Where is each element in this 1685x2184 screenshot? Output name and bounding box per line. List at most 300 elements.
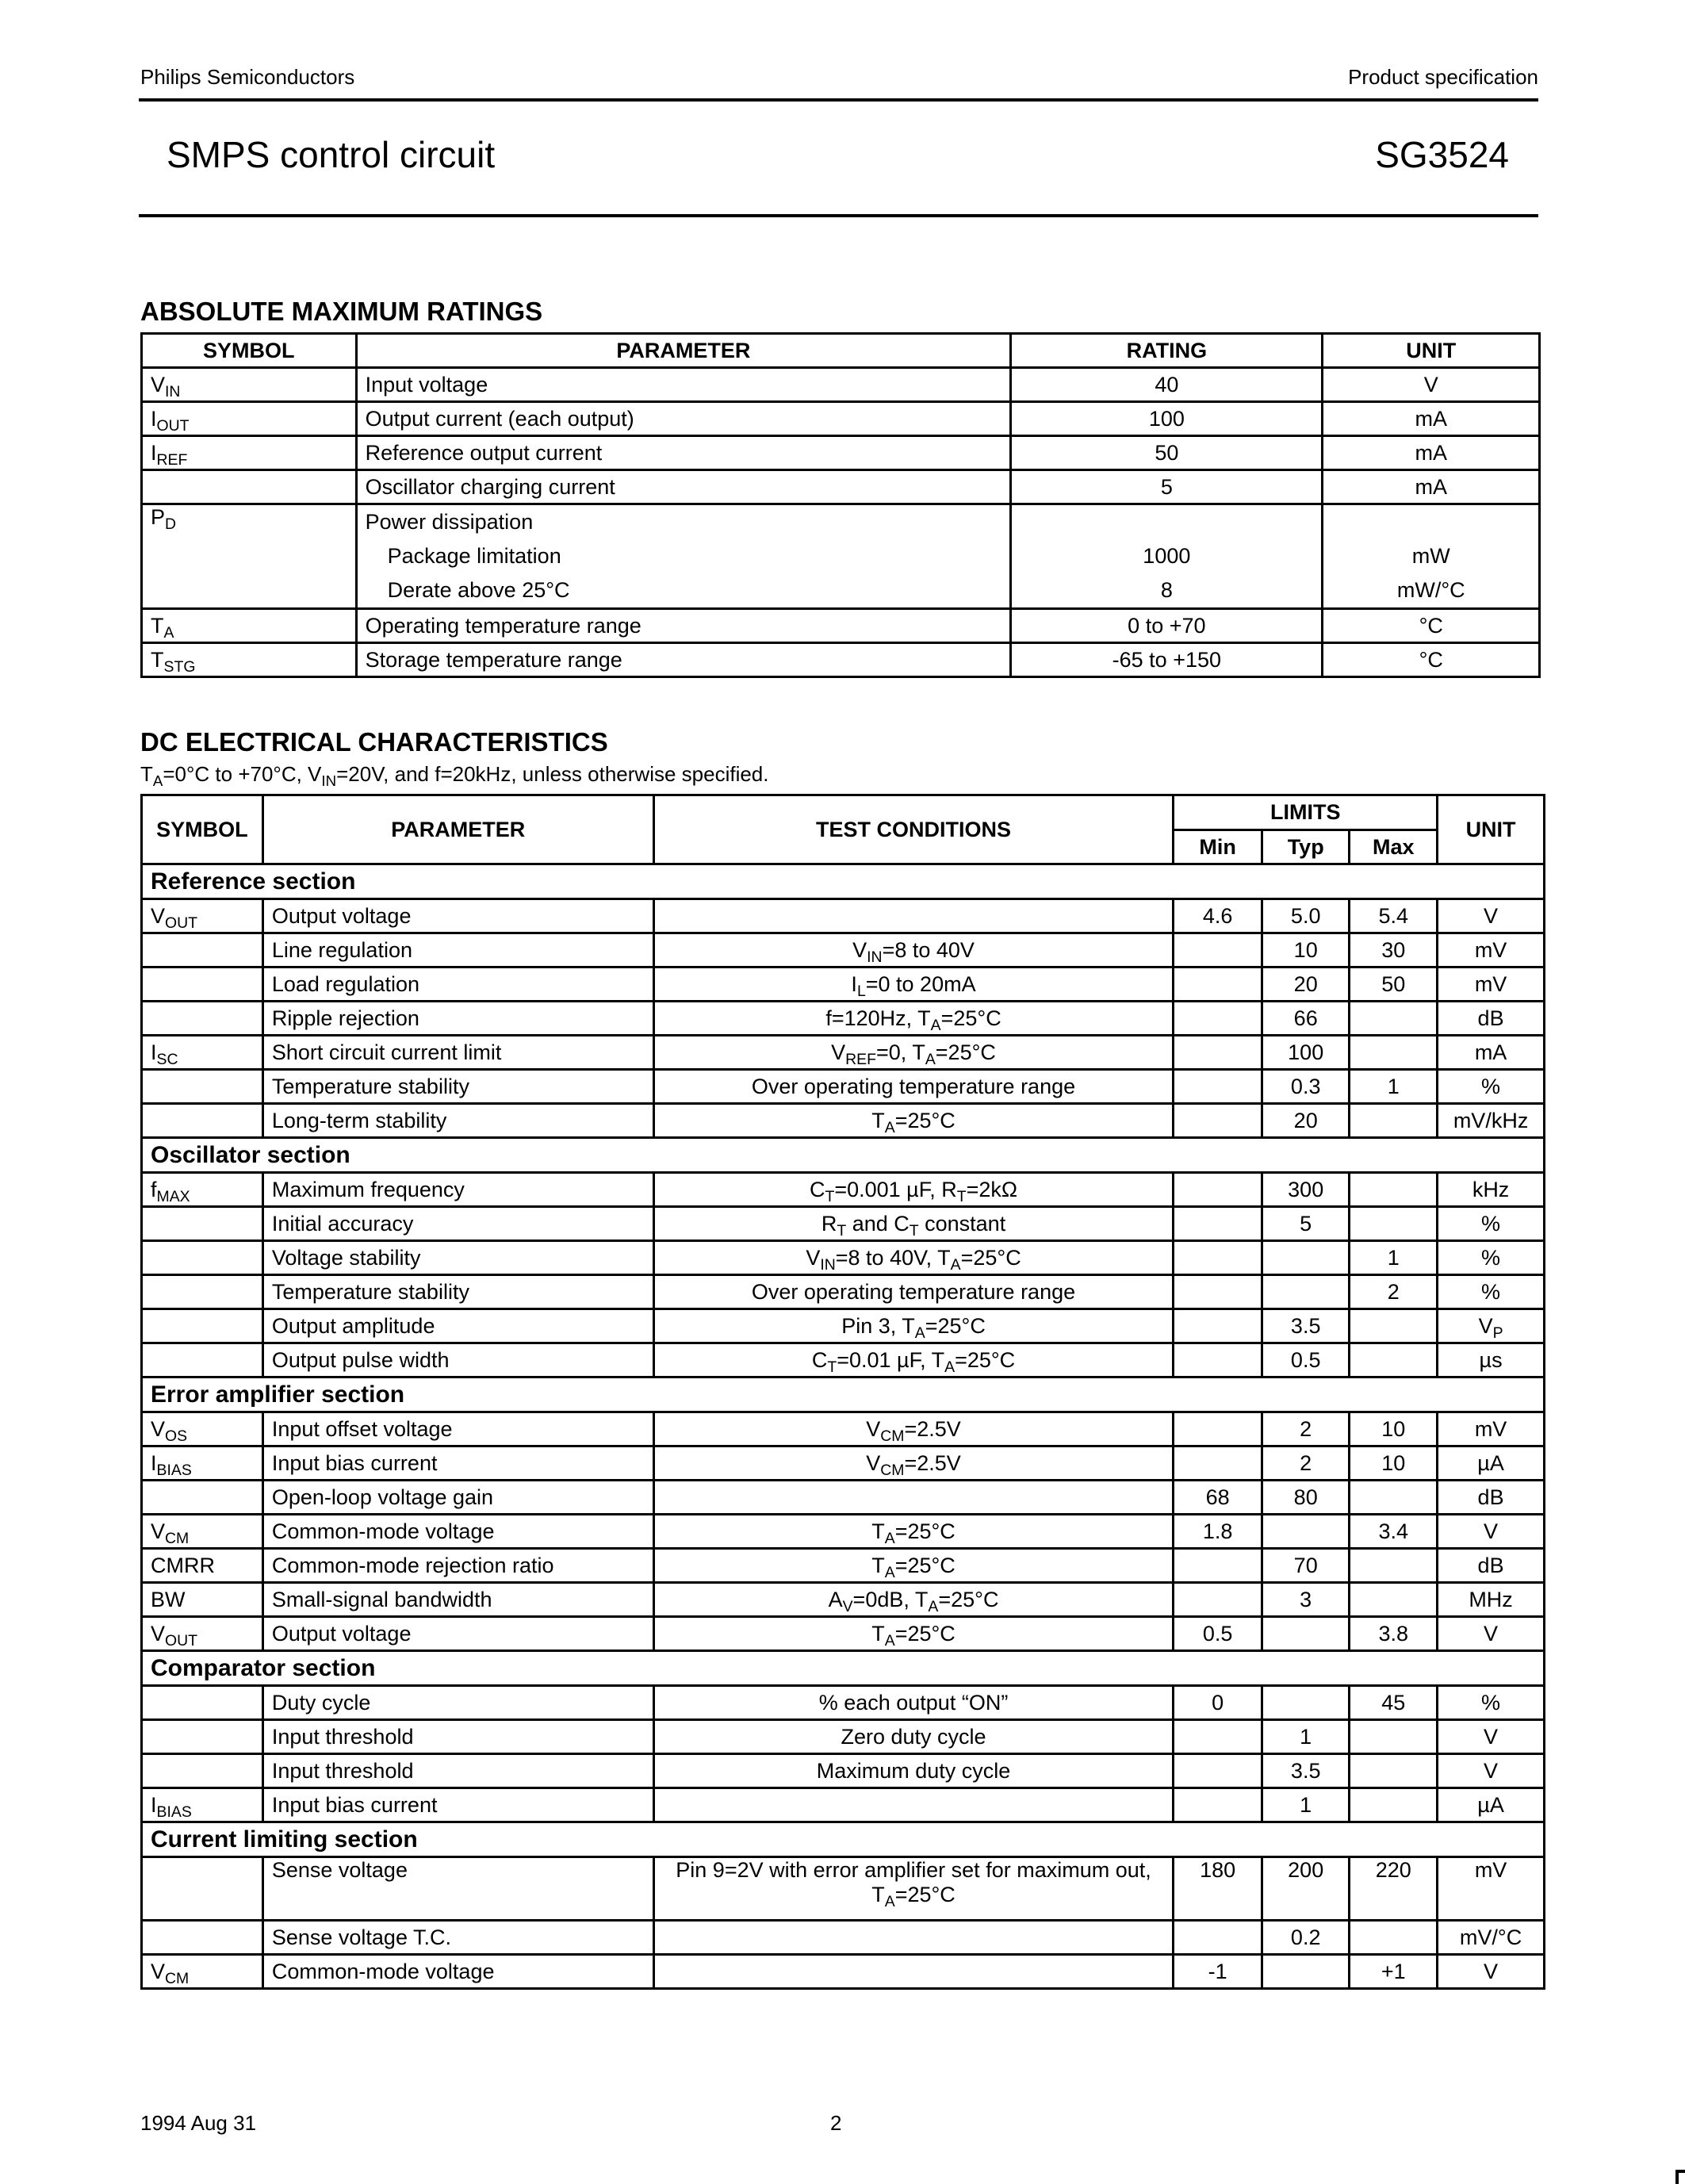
- condition-text: C: [809, 1177, 825, 1201]
- symbol-text: V: [151, 1416, 166, 1441]
- symbol-text: T: [151, 647, 164, 672]
- dc-table-row: [142, 899, 1545, 933]
- footer-date: 1994 Aug 31: [140, 2111, 257, 2135]
- condition-text: Pin 3, T: [841, 1313, 915, 1338]
- condition-subscript: A: [884, 1118, 895, 1136]
- abs-symbol-cell: [142, 470, 357, 504]
- dc-table-row: [142, 1686, 1545, 1720]
- condition-text: V: [831, 1040, 846, 1064]
- abs-symbol-cell: [142, 643, 357, 677]
- dc-table-row: [142, 1617, 1545, 1651]
- dc-table-row: [142, 1583, 1545, 1617]
- dc-typ-cell: 70: [1262, 1549, 1350, 1583]
- dc-table-row: [142, 1309, 1545, 1343]
- dc-typ-cell: 5.0: [1262, 899, 1350, 933]
- dc-unit-cell: [1438, 1446, 1545, 1481]
- unit-text: mV/°C: [1459, 1925, 1522, 1949]
- dc-symbol-cell: [142, 1173, 263, 1207]
- abs-rating-cell: 0 to +70: [1011, 609, 1323, 643]
- abs-header-parameter: PARAMETER: [356, 334, 1011, 368]
- unit-text: dB: [1477, 1485, 1504, 1509]
- dc-parameter-cell: Long-term stability: [262, 1104, 653, 1138]
- unit-text: %: [1481, 1245, 1501, 1270]
- abs-table-row: [142, 436, 1540, 470]
- part-number: SG3524: [1375, 134, 1509, 175]
- dc-typ-cell: 3: [1262, 1583, 1350, 1617]
- dc-symbol-cell: [142, 1309, 263, 1343]
- dc-parameter-cell: Line regulation: [262, 933, 653, 967]
- dc-parameter-cell: Input bias current: [262, 1788, 653, 1822]
- dc-test-condition-cell: [653, 1549, 1174, 1583]
- dc-table-row: [142, 1173, 1545, 1207]
- unit-text: µA: [1477, 1792, 1504, 1817]
- sub-rating-text: 1000: [1143, 544, 1191, 568]
- condition-text: I: [851, 971, 857, 996]
- abs-symbol-cell: [142, 436, 357, 470]
- dc-parameter-cell: Input threshold: [262, 1720, 653, 1754]
- condition-text: R: [821, 1211, 837, 1236]
- abs-rating-cell: 40: [1011, 368, 1323, 402]
- dc-max-cell: [1350, 1002, 1438, 1036]
- parameter-text: Power dissipation: [365, 510, 534, 534]
- dc-test-condition-cell: [653, 1955, 1174, 1989]
- dc-symbol-cell: [142, 1036, 263, 1070]
- abs-rating-cell: -65 to +150: [1011, 643, 1323, 677]
- unit-text: kHz: [1472, 1177, 1510, 1201]
- condition-subscript: CM: [880, 1461, 905, 1479]
- header-rule-bottom: [139, 214, 1538, 217]
- dc-unit-cell: [1438, 1583, 1545, 1617]
- abs-rating-cell: [1011, 504, 1323, 609]
- condition-text: =0 to 20mA: [865, 971, 976, 996]
- dc-min-cell: [1174, 1583, 1262, 1617]
- unit-text: MHz: [1469, 1587, 1513, 1611]
- dc-table-row: [142, 1720, 1545, 1754]
- dc-symbol-cell: [142, 1754, 263, 1788]
- dc-header-test: TEST CONDITIONS: [653, 795, 1174, 864]
- condition-subscript: T: [909, 1221, 919, 1240]
- sub-unit-text: mW: [1411, 544, 1450, 568]
- symbol-text: CMRR: [151, 1553, 215, 1577]
- dc-min-cell: [1174, 1343, 1262, 1377]
- condition-text: V: [852, 937, 867, 962]
- dc-parameter-cell: Output amplitude: [262, 1309, 653, 1343]
- dc-parameter-cell: Sense voltage T.C.: [262, 1921, 653, 1955]
- condition-text: =25°C: [955, 1347, 1016, 1372]
- condition-text: T: [871, 1108, 885, 1132]
- dc-test-condition-cell: [653, 1921, 1174, 1955]
- symbol-text: V: [151, 1519, 166, 1543]
- condition-subscript: A: [884, 1631, 895, 1649]
- symbol-subscript: D: [165, 515, 177, 534]
- condition-text: T: [871, 1883, 885, 1906]
- dc-table-row: [142, 933, 1545, 967]
- dc-unit-cell: [1438, 967, 1545, 1002]
- unit-text: dB: [1477, 1006, 1504, 1030]
- section-row: [142, 864, 1545, 899]
- dc-table-row: [142, 1207, 1545, 1241]
- condition-text: =25°C: [894, 1108, 955, 1132]
- dc-table-row: [142, 1241, 1545, 1275]
- dc-unit-cell: [1438, 1549, 1545, 1583]
- abs-symbol-cell: [142, 609, 357, 643]
- condition-text: and C: [846, 1211, 910, 1236]
- abs-header-symbol: SYMBOL: [142, 334, 357, 368]
- symbol-subscript: IN: [165, 382, 181, 400]
- condition-text: T: [871, 1553, 885, 1577]
- dc-max-cell: 1: [1350, 1241, 1438, 1275]
- symbol-text: T: [151, 613, 164, 638]
- dc-symbol-cell: [142, 1549, 263, 1583]
- dc-typ-cell: 66: [1262, 1002, 1350, 1036]
- abs-parameter-cell: [356, 504, 1011, 609]
- dc-test-condition-cell: [653, 1343, 1174, 1377]
- dc-title: DC ELECTRICAL CHARACTERISTICS: [140, 727, 608, 757]
- section-title: Error amplifier section: [142, 1377, 1545, 1412]
- symbol-subscript: REF: [156, 450, 188, 469]
- symbol-text: I: [151, 1040, 157, 1064]
- dc-parameter-cell: Voltage stability: [262, 1241, 653, 1275]
- dc-parameter-cell: Small-signal bandwidth: [262, 1583, 653, 1617]
- dc-parameter-cell: Temperature stability: [262, 1070, 653, 1104]
- condition-text: T: [871, 1621, 885, 1646]
- dc-parameter-cell: Load regulation: [262, 967, 653, 1002]
- dc-test-condition-cell: [653, 1173, 1174, 1207]
- dc-min-cell: 0: [1174, 1686, 1262, 1720]
- dc-table-row: [142, 1549, 1545, 1583]
- condition-text: =25°C: [894, 1553, 955, 1577]
- condition-text: V: [806, 1245, 821, 1270]
- unit-text: %: [1481, 1690, 1501, 1715]
- sub-parameter-line: [366, 573, 1002, 607]
- symbol-text: V: [151, 1959, 166, 1983]
- dc-test-condition-cell: [653, 1275, 1174, 1309]
- dc-unit-cell: [1438, 1686, 1545, 1720]
- dc-unit-cell: [1438, 1002, 1545, 1036]
- dc-max-cell: [1350, 1921, 1438, 1955]
- dc-test-condition-cell: [653, 1104, 1174, 1138]
- dc-symbol-cell: [142, 1857, 263, 1921]
- unit-text: V: [1484, 1758, 1499, 1783]
- abs-symbol-cell: [142, 368, 357, 402]
- dc-test-condition-cell: [653, 1207, 1174, 1241]
- symbol-subscript: OUT: [165, 914, 198, 932]
- symbol-text: BW: [151, 1587, 186, 1611]
- dc-symbol-cell: [142, 1481, 263, 1515]
- dc-unit-cell: [1438, 1720, 1545, 1754]
- condition-text: V: [866, 1416, 881, 1441]
- page-number: 2: [830, 2111, 842, 2135]
- section-title: Oscillator section: [142, 1138, 1545, 1173]
- dc-unit-cell: [1438, 1070, 1545, 1104]
- dc-test-condition-cell: [653, 1617, 1174, 1651]
- dc-min-cell: 68: [1174, 1481, 1262, 1515]
- abs-unit-cell: [1323, 504, 1540, 609]
- symbol-text: I: [151, 406, 157, 431]
- crop-mark: [1675, 2170, 1685, 2184]
- dc-test-condition-cell: [653, 967, 1174, 1002]
- sub-unit-text: mW/°C: [1396, 578, 1465, 602]
- section-row: [142, 1138, 1545, 1173]
- unit-text: V: [1478, 1313, 1493, 1338]
- abs-table-row: [142, 609, 1540, 643]
- dc-parameter-cell: Initial accuracy: [262, 1207, 653, 1241]
- dc-max-cell: 50: [1350, 967, 1438, 1002]
- condition-subscript: T: [825, 1187, 835, 1205]
- dc-min-cell: [1174, 1036, 1262, 1070]
- dc-max-cell: [1350, 1788, 1438, 1822]
- sub-rating-text: 8: [1160, 578, 1173, 602]
- condition-subscript: A: [944, 1358, 955, 1376]
- abs-unit-cell: °C: [1323, 609, 1540, 643]
- dc-conditions-note: [140, 762, 769, 787]
- dc-typ-cell: 0.2: [1262, 1921, 1350, 1955]
- dc-symbol-cell: [142, 1343, 263, 1377]
- dc-min-cell: [1174, 1309, 1262, 1343]
- abs-parameter-cell: Storage temperature range: [356, 643, 1011, 677]
- symbol-subscript: MAX: [156, 1187, 190, 1205]
- dc-max-cell: 30: [1350, 933, 1438, 967]
- unit-text: mV: [1474, 971, 1507, 996]
- dc-min-cell: -1: [1174, 1955, 1262, 1989]
- dc-test-condition-cell: [653, 1754, 1174, 1788]
- condition-subscript: A: [928, 1597, 939, 1615]
- dc-max-cell: [1350, 1549, 1438, 1583]
- abs-unit-cell: mA: [1323, 402, 1540, 436]
- dc-min-cell: [1174, 1241, 1262, 1275]
- dc-max-cell: [1350, 1173, 1438, 1207]
- rating-text: [1020, 505, 1313, 539]
- dc-unit-cell: [1438, 1207, 1545, 1241]
- condition-text: Pin 9=2V with error amplifier set for maximum out,: [676, 1858, 1151, 1882]
- sub-parameter-text: Derate above 25°C: [387, 578, 570, 602]
- dc-typ-cell: 1: [1262, 1788, 1350, 1822]
- dc-max-cell: [1350, 1207, 1438, 1241]
- dc-test-condition-cell: [653, 1309, 1174, 1343]
- dc-test-condition-cell: [653, 1857, 1174, 1921]
- dc-table-row: [142, 1788, 1545, 1822]
- dc-table-row: [142, 1921, 1545, 1955]
- dc-parameter-cell: Output voltage: [262, 1617, 653, 1651]
- dc-max-cell: 2: [1350, 1275, 1438, 1309]
- note-t: T: [140, 762, 153, 786]
- dc-max-cell: [1350, 1036, 1438, 1070]
- condition-subscript: A: [930, 1016, 941, 1034]
- dc-min-cell: [1174, 1754, 1262, 1788]
- dc-symbol-cell: [142, 1720, 263, 1754]
- abs-parameter-cell: Oscillator charging current: [356, 470, 1011, 504]
- condition-subscript: IN: [867, 948, 883, 966]
- dc-typ-cell: 10: [1262, 933, 1350, 967]
- condition-text: =0, T: [876, 1040, 925, 1064]
- dc-table-row: [142, 1754, 1545, 1788]
- dc-max-cell: 1: [1350, 1070, 1438, 1104]
- dc-typ-cell: 80: [1262, 1481, 1350, 1515]
- dc-min-cell: 1.8: [1174, 1515, 1262, 1549]
- dc-max-cell: [1350, 1754, 1438, 1788]
- dc-typ-cell: 200: [1262, 1857, 1350, 1921]
- dc-typ-cell: 100: [1262, 1036, 1350, 1070]
- dc-test-condition-cell: [653, 1788, 1174, 1822]
- unit-text: V: [1484, 1621, 1499, 1646]
- dc-max-cell: +1: [1350, 1955, 1438, 1989]
- abs-parameter-cell: Operating temperature range: [356, 609, 1011, 643]
- dc-typ-cell: [1262, 1955, 1350, 1989]
- section-row: [142, 1651, 1545, 1686]
- symbol-text: I: [151, 440, 157, 465]
- dc-typ-cell: 1: [1262, 1720, 1350, 1754]
- dc-unit-cell: [1438, 1412, 1545, 1446]
- section-title: Current limiting section: [142, 1822, 1545, 1857]
- dc-header-unit: UNIT: [1438, 795, 1545, 864]
- condition-text: =0.01 µF, T: [837, 1347, 945, 1372]
- dc-unit-cell: [1438, 1617, 1545, 1651]
- abs-table-row: [142, 368, 1540, 402]
- condition-text: =25°C: [940, 1006, 1001, 1030]
- dc-max-cell: 45: [1350, 1686, 1438, 1720]
- dc-table-row: [142, 1002, 1545, 1036]
- dc-min-cell: [1174, 1173, 1262, 1207]
- dc-typ-cell: 0.3: [1262, 1070, 1350, 1104]
- dc-symbol-cell: [142, 1788, 263, 1822]
- dc-symbol-cell: [142, 1070, 263, 1104]
- abs-symbol-cell: [142, 504, 357, 609]
- symbol-text: f: [151, 1177, 157, 1201]
- dc-test-condition-cell: [653, 899, 1174, 933]
- company-name: Philips Semiconductors: [140, 65, 355, 89]
- unit-text: V: [1484, 1724, 1499, 1749]
- condition-text: =0dB, T: [852, 1587, 929, 1611]
- dc-header-typ: Typ: [1262, 830, 1350, 864]
- dc-test-condition-cell: [653, 1241, 1174, 1275]
- abs-rating-cell: 5: [1011, 470, 1323, 504]
- condition-subscript: V: [842, 1597, 853, 1615]
- dc-min-cell: [1174, 1070, 1262, 1104]
- dc-min-cell: [1174, 1002, 1262, 1036]
- dc-table-row: [142, 1070, 1545, 1104]
- dc-table-row: [142, 1036, 1545, 1070]
- dc-table-row: [142, 1857, 1545, 1921]
- dc-max-cell: 3.8: [1350, 1617, 1438, 1651]
- dc-unit-cell: [1438, 1955, 1545, 1989]
- note-v-sub: IN: [321, 772, 337, 789]
- condition-subscript: T: [837, 1221, 847, 1240]
- symbol-subscript: A: [163, 623, 174, 642]
- unit-text: V: [1484, 1959, 1499, 1983]
- dc-symbol-cell: [142, 1921, 263, 1955]
- dc-test-condition-cell: [653, 1446, 1174, 1481]
- dc-header-max: Max: [1350, 830, 1438, 864]
- condition-text: =25°C: [894, 1621, 955, 1646]
- condition-text: C: [811, 1347, 828, 1372]
- dc-test-condition-cell: [653, 1412, 1174, 1446]
- section-row: [142, 1822, 1545, 1857]
- dc-parameter-cell: Maximum frequency: [262, 1173, 653, 1207]
- abs-unit-cell: V: [1323, 368, 1540, 402]
- dc-header-limits: LIMITS: [1174, 795, 1438, 830]
- abs-parameter-cell: Input voltage: [356, 368, 1011, 402]
- dc-min-cell: 180: [1174, 1857, 1262, 1921]
- dc-unit-cell: [1438, 1104, 1545, 1138]
- dc-max-cell: 3.4: [1350, 1515, 1438, 1549]
- condition-subscript: A: [884, 1529, 895, 1547]
- sub-parameter-line: [366, 539, 1002, 573]
- dc-min-cell: [1174, 1412, 1262, 1446]
- condition-subscript: L: [856, 982, 866, 1000]
- dc-table-row: [142, 967, 1545, 1002]
- unit-text: mV: [1474, 1858, 1507, 1882]
- condition-text: =25°C: [960, 1245, 1021, 1270]
- dc-parameter-cell: Input bias current: [262, 1446, 653, 1481]
- dc-unit-cell: [1438, 1921, 1545, 1955]
- dc-min-cell: [1174, 1275, 1262, 1309]
- dc-max-cell: 10: [1350, 1412, 1438, 1446]
- condition-text: f=120Hz, T: [825, 1006, 931, 1030]
- dc-min-cell: [1174, 1788, 1262, 1822]
- dc-typ-cell: 2: [1262, 1446, 1350, 1481]
- unit-text: mV: [1474, 1416, 1507, 1441]
- condition-text: =25°C: [925, 1313, 986, 1338]
- abs-max-table: [140, 332, 1541, 678]
- dc-typ-cell: 3.5: [1262, 1309, 1350, 1343]
- dc-symbol-cell: [142, 1686, 263, 1720]
- dc-symbol-cell: [142, 1104, 263, 1138]
- condition-text: Zero duty cycle: [841, 1724, 986, 1749]
- dc-min-cell: [1174, 933, 1262, 967]
- condition-subscript: T: [956, 1187, 967, 1205]
- note-part-2: =20V, and f=20kHz, unless otherwise specified.: [336, 762, 769, 786]
- condition-text: =2kΩ: [966, 1177, 1018, 1201]
- symbol-subscript: BIAS: [156, 1803, 192, 1821]
- dc-symbol-cell: [142, 1617, 263, 1651]
- dc-test-condition-cell: [653, 1070, 1174, 1104]
- unit-text: mV: [1474, 937, 1507, 962]
- dc-header-symbol: SYMBOL: [142, 795, 263, 864]
- dc-test-condition-cell: [653, 1515, 1174, 1549]
- abs-table-row: [142, 643, 1540, 677]
- unit-text: µA: [1477, 1450, 1504, 1475]
- condition-text: =25°C: [894, 1519, 955, 1543]
- condition-subscript: A: [884, 1563, 895, 1581]
- condition-subscript: A: [925, 1050, 936, 1068]
- dc-typ-cell: 5: [1262, 1207, 1350, 1241]
- abs-max-title: ABSOLUTE MAXIMUM RATINGS: [140, 297, 543, 326]
- dc-unit-cell: [1438, 1241, 1545, 1275]
- unit-text: %: [1481, 1211, 1501, 1236]
- dc-max-cell: 10: [1350, 1446, 1438, 1481]
- abs-table-row: [142, 470, 1540, 504]
- dc-parameter-cell: Input offset voltage: [262, 1412, 653, 1446]
- dc-parameter-cell: Short circuit current limit: [262, 1036, 653, 1070]
- dc-test-condition-cell: [653, 1583, 1174, 1617]
- dc-typ-cell: [1262, 1686, 1350, 1720]
- dc-parameter-cell: Ripple rejection: [262, 1002, 653, 1036]
- unit-text: µs: [1479, 1347, 1503, 1372]
- dc-table-row: [142, 1955, 1545, 1989]
- dc-table-row: [142, 1446, 1545, 1481]
- dc-unit-cell: [1438, 1788, 1545, 1822]
- dc-typ-cell: [1262, 1241, 1350, 1275]
- abs-parameter-cell: Reference output current: [356, 436, 1011, 470]
- condition-text: Over operating temperature range: [751, 1279, 1076, 1304]
- abs-header-unit: UNIT: [1323, 334, 1540, 368]
- dc-min-cell: [1174, 1104, 1262, 1138]
- dc-typ-cell: 3.5: [1262, 1754, 1350, 1788]
- symbol-text: V: [151, 372, 166, 397]
- symbol-text: V: [151, 903, 166, 928]
- dc-symbol-cell: [142, 1583, 263, 1617]
- abs-symbol-cell: [142, 402, 357, 436]
